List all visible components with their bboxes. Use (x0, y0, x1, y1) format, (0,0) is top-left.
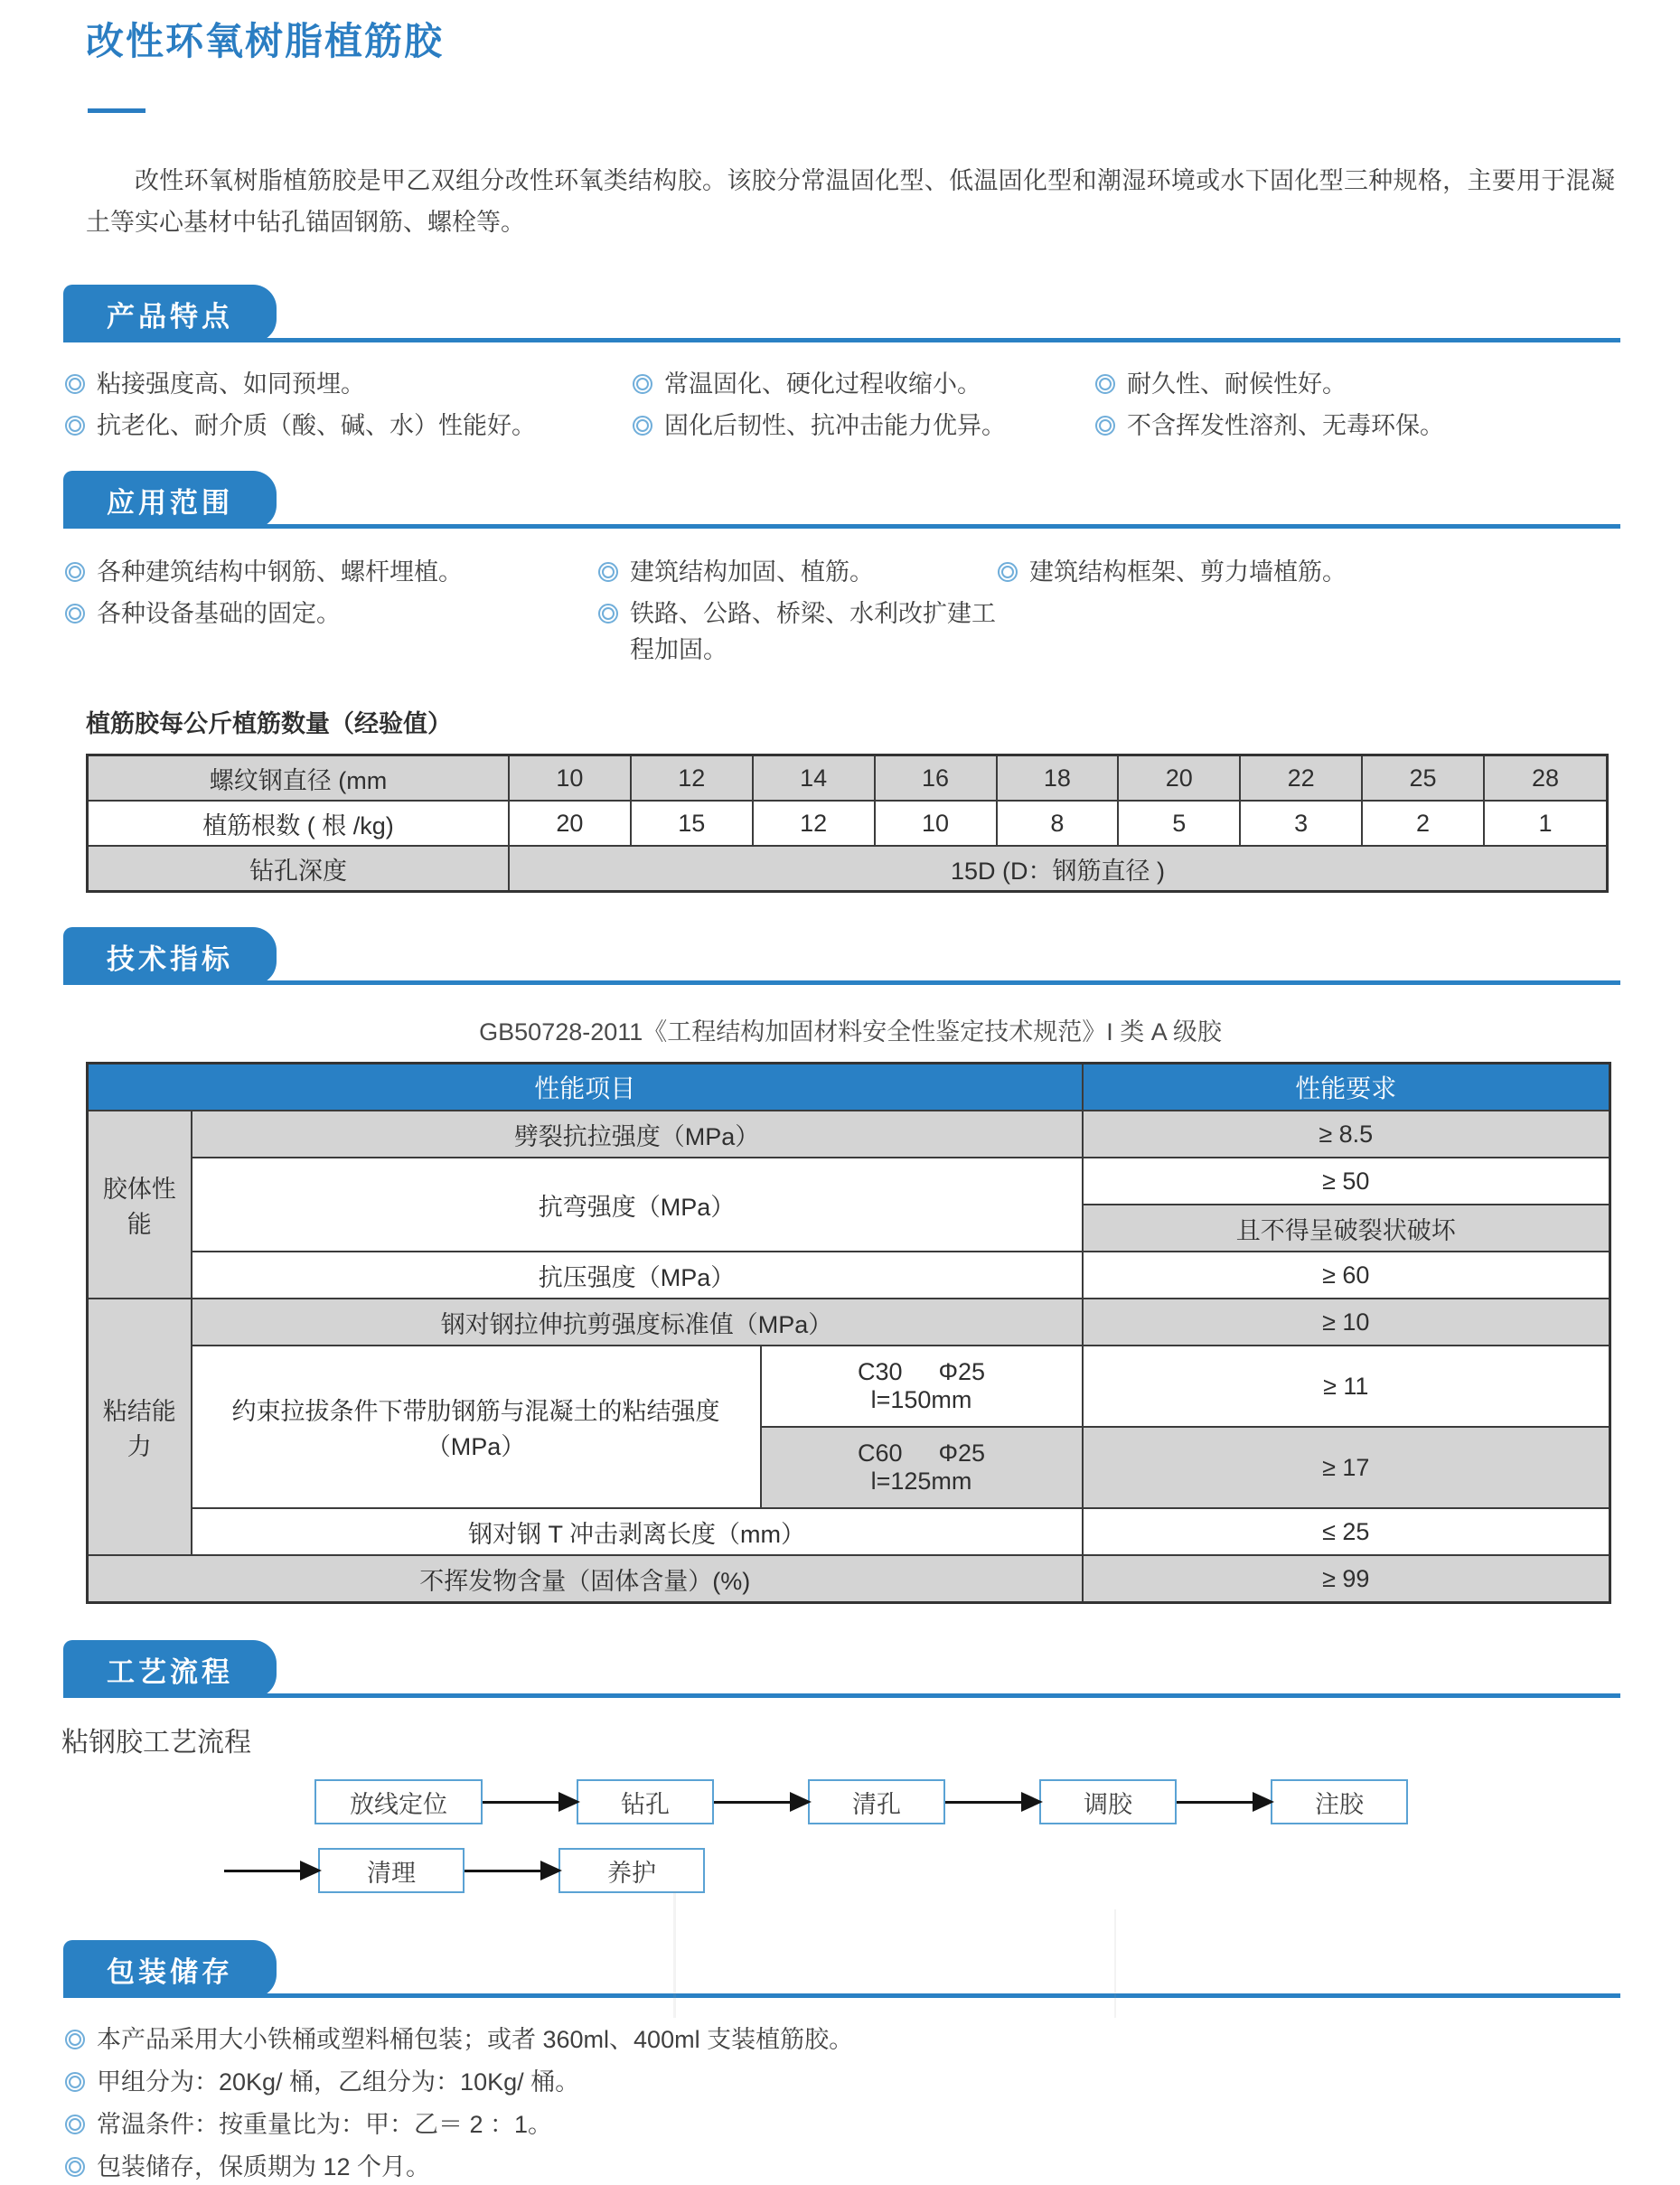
section-badge-packaging: 包装储存 (63, 1940, 277, 1998)
list-item (65, 2021, 1680, 2058)
bar-diameter: Φ25 (938, 1358, 986, 1385)
diameter-cell: 10 (509, 755, 631, 802)
condition-cell-c30 (761, 1346, 1083, 1427)
table-row (88, 1158, 1610, 1205)
list-item-text: 耐久性、耐候性好。 (1127, 370, 1347, 398)
depth-cell: 15D (D：钢筋直径 ) (509, 846, 1608, 892)
flow-step-box: 调胶 (1039, 1779, 1177, 1824)
section-badge-tech: 技术指标 (63, 927, 277, 985)
list-item-text: 甲组分为：20Kg/ 桶，乙组分为：10Kg/ 桶。 (97, 2068, 580, 2096)
bullseye-bullet-icon (633, 374, 652, 394)
list-item-text: 铁路、公路、桥梁、水利改扩建工程加固。 (630, 600, 996, 663)
section-badge-features: 产品特点 (63, 285, 277, 342)
list-item (598, 595, 998, 668)
list-item-text: 粘接强度高、如同预埋。 (97, 370, 365, 398)
bullseye-bullet-icon (633, 416, 652, 436)
bullseye-bullet-icon (998, 562, 1018, 582)
list-item-text: 各种建筑结构中钢筋、螺杆埋植。 (97, 558, 463, 586)
arrow-right-icon (714, 1801, 808, 1804)
condition-cell-c60 (761, 1427, 1083, 1508)
count-cell: 3 (1240, 801, 1362, 846)
property-cell: 约束拉拔条件下带肋钢筋与混凝土的粘结强度（MPa） (192, 1346, 761, 1508)
property-cell: 劈裂抗拉强度（MPa） (192, 1111, 1083, 1158)
list-item-text: 抗老化、耐介质（酸、碱、水）性能好。 (97, 412, 536, 439)
flow-step-box: 清孔 (808, 1779, 945, 1824)
bullseye-bullet-icon (65, 416, 85, 436)
bullseye-bullet-icon (1095, 416, 1115, 436)
features-list (65, 366, 1626, 444)
arrow-right-icon (945, 1801, 1039, 1804)
bullseye-bullet-icon (65, 374, 85, 394)
group-cell-body: 胶体性能 (88, 1111, 192, 1299)
list-item-text: 常温条件：按重量比为：甲：乙＝ 2 ：1。 (97, 2111, 553, 2138)
arrow-right-icon (483, 1801, 577, 1804)
bullseye-bullet-icon (65, 562, 85, 582)
bullseye-bullet-icon (598, 604, 618, 624)
packaging-list (65, 2021, 1680, 2185)
condition-line (771, 1439, 1073, 1468)
count-cell: 1 (1484, 801, 1608, 846)
title-dash (88, 108, 145, 113)
process-subtitle: 粘钢胶工艺流程 (61, 1728, 251, 1758)
list-item (633, 408, 1095, 444)
section-features-header (63, 285, 1620, 342)
flow-step-box: 注胶 (1271, 1779, 1408, 1824)
flow-row-1 (314, 1779, 1408, 1824)
table-row (88, 1508, 1610, 1555)
arrow-right-icon (1177, 1801, 1271, 1804)
section-applications-header (63, 471, 1620, 529)
list-item-text: 常温固化、硬化过程收缩小。 (664, 370, 981, 398)
bullseye-bullet-icon (65, 2115, 85, 2134)
section-process-header (63, 1640, 1620, 1698)
arrow-right-icon (465, 1870, 558, 1872)
diameter-cell: 25 (1362, 755, 1484, 802)
list-item (65, 595, 598, 668)
row-header-cell: 钻孔深度 (88, 846, 510, 892)
flow-step-box: 养护 (558, 1848, 705, 1893)
diameter-cell: 18 (997, 755, 1119, 802)
requirement-cell: ≥ 60 (1083, 1252, 1610, 1299)
list-item (65, 2149, 1680, 2185)
list-item (633, 366, 1095, 402)
list-item (65, 554, 598, 590)
standard-note: GB50728-2011《工程结构加固材料安全性鉴定技术规范》I 类 A 级胶 (479, 1018, 1222, 1046)
table-row (88, 801, 1608, 846)
section-packaging-header (63, 1940, 1620, 1998)
applications-list (65, 554, 1626, 668)
intro-paragraph: 改性环氧树脂植筋胶是甲乙双组分改性环氧类结构胶。该胶分常温固化型、低温固化型和潮湿环境或水下固化型三种规格，主要用于混凝土等实心基材中钻孔锚固钢筋、螺栓等。 (86, 167, 1615, 236)
section-rule (65, 980, 1620, 985)
list-item-text: 不含挥发性溶剂、无毒环保。 (1127, 412, 1444, 439)
list-item (1095, 366, 1626, 402)
rebar-table-title: 植筋胶每公斤植筋数量（经验值） (86, 710, 452, 737)
count-cell: 15 (631, 801, 753, 846)
requirement-cell: ≥ 50 (1083, 1158, 1610, 1205)
embed-length: l=150mm (870, 1386, 972, 1413)
flow-step-box: 放线定位 (314, 1779, 483, 1824)
section-badge-applications: 应用范围 (63, 471, 277, 529)
list-item-text: 建筑结构加固、植筋。 (630, 558, 874, 586)
list-item (65, 408, 633, 444)
property-cell: 抗弯强度（MPa） (192, 1158, 1083, 1252)
section-rule (65, 338, 1620, 342)
diameter-cell: 22 (1240, 755, 1362, 802)
row-header-cell: 螺纹钢直径 (mm (88, 755, 510, 802)
bullseye-bullet-icon (1095, 374, 1115, 394)
concrete-grade: C60 (857, 1439, 903, 1467)
diameter-cell: 28 (1484, 755, 1608, 802)
flow-row-2 (224, 1848, 705, 1893)
flow-step-box: 钻孔 (577, 1779, 714, 1824)
table-row (88, 846, 1608, 892)
diameter-cell: 14 (753, 755, 875, 802)
process-flow-diagram (0, 1774, 1680, 1917)
list-item-text: 固化后韧性、抗冲击能力优异。 (664, 412, 1006, 439)
property-cell: 抗压强度（MPa） (192, 1252, 1083, 1299)
table-row (88, 1064, 1610, 1111)
property-cell: 不挥发物含量（固体含量）(%) (88, 1555, 1083, 1603)
list-item (1095, 408, 1626, 444)
list-item-text: 包装储存，保质期为 12 个月。 (97, 2153, 431, 2180)
section-badge-process: 工艺流程 (63, 1640, 277, 1698)
section-tech-header (63, 927, 1620, 985)
diameter-cell: 16 (875, 755, 997, 802)
rebar-count-table (86, 754, 1609, 893)
table-row (88, 1555, 1610, 1603)
concrete-grade: C30 (857, 1358, 903, 1385)
requirement-cell: ≥ 17 (1083, 1427, 1610, 1508)
arrow-right-icon (224, 1870, 318, 1872)
table-row (88, 1346, 1610, 1427)
requirement-cell: ≥ 10 (1083, 1299, 1610, 1346)
table-row (88, 1299, 1610, 1346)
list-item-text: 建筑结构框架、剪力墙植筋。 (1029, 558, 1347, 586)
bullseye-bullet-icon (65, 2030, 85, 2049)
list-item (598, 554, 998, 590)
table-row (88, 755, 1608, 802)
count-cell: 12 (753, 801, 875, 846)
requirement-cell: ≤ 25 (1083, 1508, 1610, 1555)
table-row (88, 1252, 1610, 1299)
bullseye-bullet-icon (598, 562, 618, 582)
list-item (65, 2064, 1680, 2100)
table-row (88, 1111, 1610, 1158)
page-title: 改性环氧树脂植筋胶 (86, 20, 445, 62)
requirement-cell: ≥ 99 (1083, 1555, 1610, 1603)
list-item (65, 366, 633, 402)
section-rule (65, 524, 1620, 529)
bar-diameter: Φ25 (938, 1439, 986, 1467)
diameter-cell: 20 (1118, 755, 1240, 802)
count-cell: 5 (1118, 801, 1240, 846)
embed-length: l=125mm (870, 1468, 972, 1495)
list-item-text: 各种设备基础的固定。 (97, 600, 341, 627)
count-cell: 2 (1362, 801, 1484, 846)
bullseye-bullet-icon (65, 2157, 85, 2177)
bullseye-bullet-icon (65, 604, 85, 624)
count-cell: 8 (997, 801, 1119, 846)
diameter-cell: 12 (631, 755, 753, 802)
property-cell: 钢对钢拉伸抗剪强度标准值（MPa） (192, 1299, 1083, 1346)
list-item (65, 2106, 1680, 2143)
datasheet-page (0, 20, 1680, 2180)
requirement-cell: ≥ 8.5 (1083, 1111, 1610, 1158)
list-item-text: 本产品采用大小铁桶或塑料桶包装；或者 360ml、400ml 支装植筋胶。 (97, 2026, 854, 2053)
column-header-item: 性能项目 (88, 1064, 1083, 1111)
column-header-req: 性能要求 (1083, 1064, 1610, 1111)
tech-spec-table (86, 1062, 1611, 1604)
count-cell: 20 (509, 801, 631, 846)
requirement-cell: 且不得呈破裂状破坏 (1083, 1205, 1610, 1252)
condition-line (771, 1358, 1073, 1386)
section-rule (65, 1693, 1620, 1698)
flow-step-box: 清理 (318, 1848, 465, 1893)
property-cell: 钢对钢 T 冲击剥离长度（mm） (192, 1508, 1083, 1555)
requirement-cell: ≥ 11 (1083, 1346, 1610, 1427)
row-header-cell: 植筋根数 ( 根 /kg) (88, 801, 510, 846)
section-rule (65, 1993, 1620, 1998)
group-cell-bond: 粘结能力 (88, 1299, 192, 1555)
bullseye-bullet-icon (65, 2072, 85, 2092)
list-item (998, 554, 1626, 590)
grid-spacer (998, 595, 1626, 668)
count-cell: 10 (875, 801, 997, 846)
